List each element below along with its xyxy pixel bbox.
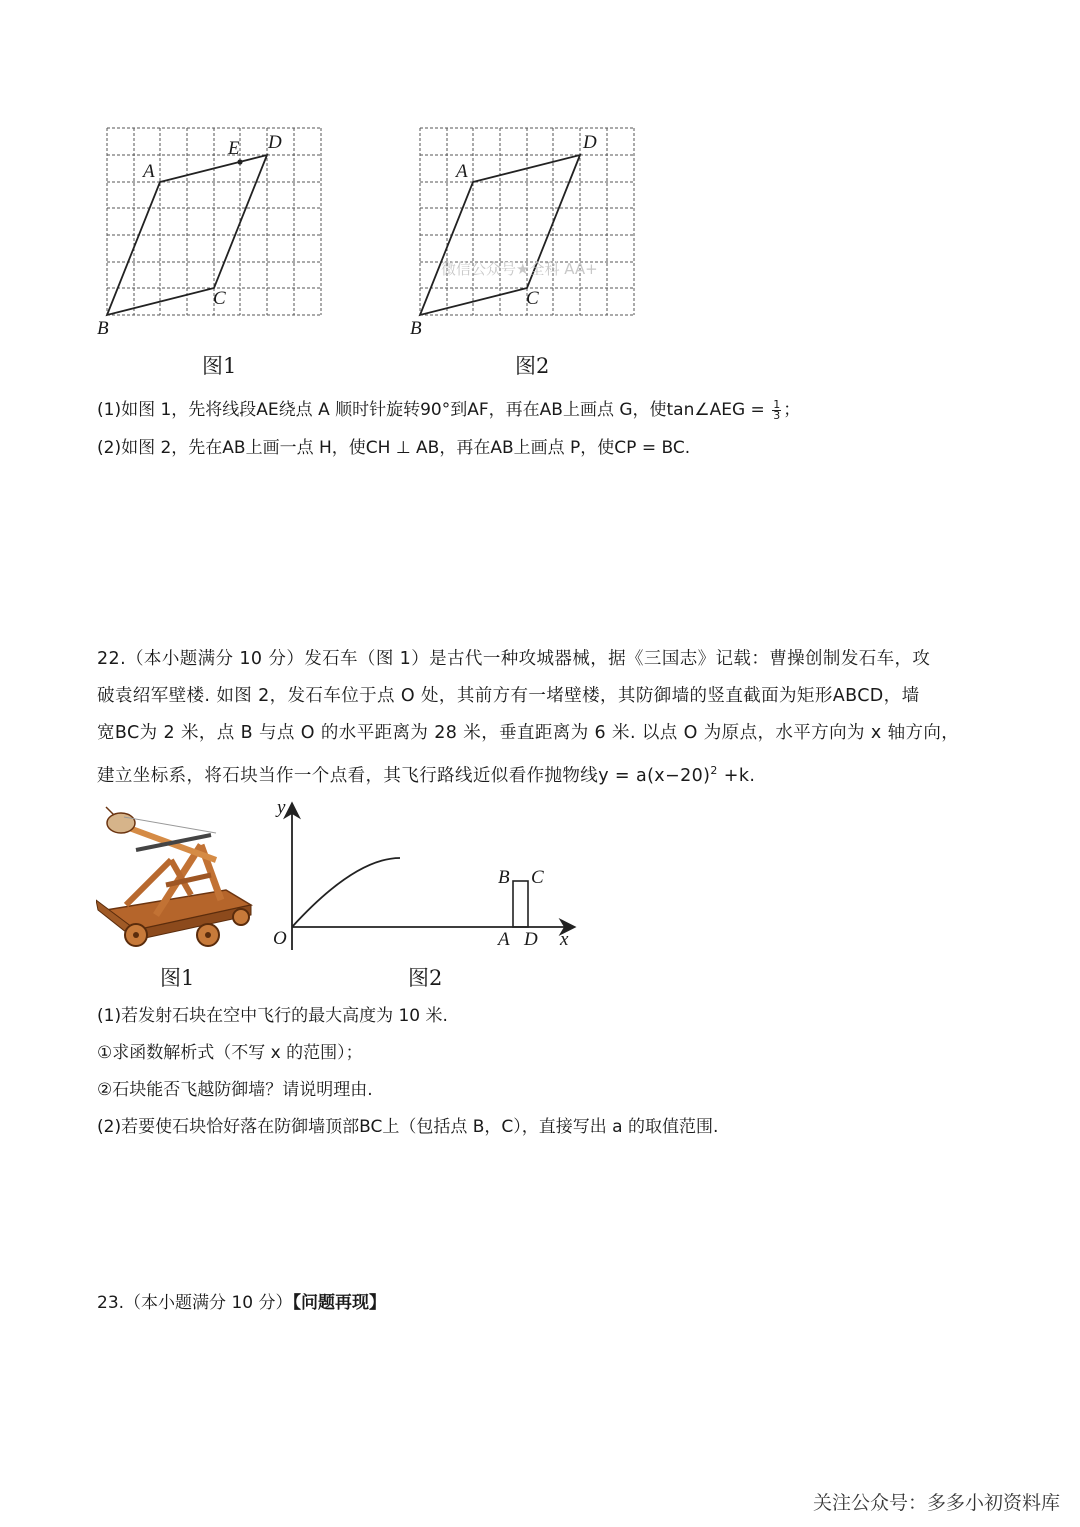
watermark: 微信公众号★全科 AA+ bbox=[441, 260, 598, 278]
fig2-label-b: B bbox=[410, 318, 422, 339]
fig2-label-c: C bbox=[526, 288, 539, 309]
graph-label-c: C bbox=[531, 867, 544, 888]
q22-sub2: (2)若要使石块恰好落在防御墙顶部BC上（包括点 B，C），直接写出 a 的取值范围. bbox=[97, 1117, 719, 1137]
q22-fig2-caption: 图2 bbox=[408, 966, 443, 990]
graph-label-y: y bbox=[277, 797, 286, 818]
fig1-label-e: E bbox=[228, 138, 240, 159]
q22-line2: 破袁绍军壁楼. 如图 2，发石车位于点 O 处，其前方有一堵壁楼，其防御墙的竖直截面为矩形ABCD，墙 bbox=[97, 686, 920, 706]
fig1-label-c: C bbox=[213, 288, 226, 309]
q22-sub1a: ①求函数解析式（不写 x 的范围）； bbox=[97, 1043, 363, 1063]
fraction-one-third: $\frac{1}{3}$ bbox=[773, 397, 781, 422]
q22-sub1: (1)若发射石块在空中飞行的最大高度为 10 米. bbox=[97, 1006, 448, 1026]
graph-label-o: O bbox=[273, 928, 287, 949]
q23-title: 23.（本小题满分 10 分）【问题再现】 bbox=[97, 1293, 386, 1313]
fig1-label-b: B bbox=[97, 318, 109, 339]
fig2-label-d: D bbox=[583, 132, 597, 153]
fig1-label-a: A bbox=[143, 161, 155, 182]
parabola-curve bbox=[292, 858, 400, 927]
fig2-label-a: A bbox=[456, 161, 468, 182]
q22-line4: 建立坐标系，将石块当作一个点看，其飞行路线近似看作抛物线$y = a(x-20)^2 +k$. bbox=[97, 764, 756, 786]
graph-label-x: x bbox=[560, 929, 569, 950]
wall-rectangle bbox=[513, 881, 528, 927]
catapult-image bbox=[96, 805, 256, 955]
q22-sub1b: ②石块能否飞越防御墙？请说明理由. bbox=[97, 1080, 373, 1100]
fig2-caption: 图2 bbox=[515, 354, 550, 378]
q21-part2: (2)如图 2，先在AB上画一点 H，使CH ⊥ AB，再在AB上画点 P，使CP = BC. bbox=[97, 438, 691, 458]
q22-line3: 宽BC为 2 米，点 B 与点 O 的水平距离为 28 米，垂直距离为 6 米. 以点 O 为原点，水平方向为 x 轴方向， bbox=[97, 723, 960, 743]
q22-line1: 22.（本小题满分 10 分）发石车（图 1）是古代一种攻城器械，据《三国志》记载：曹操创制发石车，攻 bbox=[97, 649, 931, 669]
fig1-caption: 图1 bbox=[202, 354, 237, 378]
q22-fig1-caption: 图1 bbox=[160, 966, 195, 990]
q21-part1: (1)如图 1，先将线段AE绕点 A 顺时针旋转90°到AF，再在AB上画点 G，使tan∠AEG = $\frac{1}{3}$ ； bbox=[97, 397, 801, 422]
fig1-label-d: D bbox=[268, 132, 282, 153]
point-e-dot bbox=[237, 159, 242, 164]
graph-label-d: D bbox=[524, 929, 538, 950]
footer-note: 关注公众号：多多小初资料库 bbox=[812, 1492, 1060, 1514]
graph-label-a: A bbox=[498, 929, 510, 950]
graph-label-b: B bbox=[498, 867, 510, 888]
